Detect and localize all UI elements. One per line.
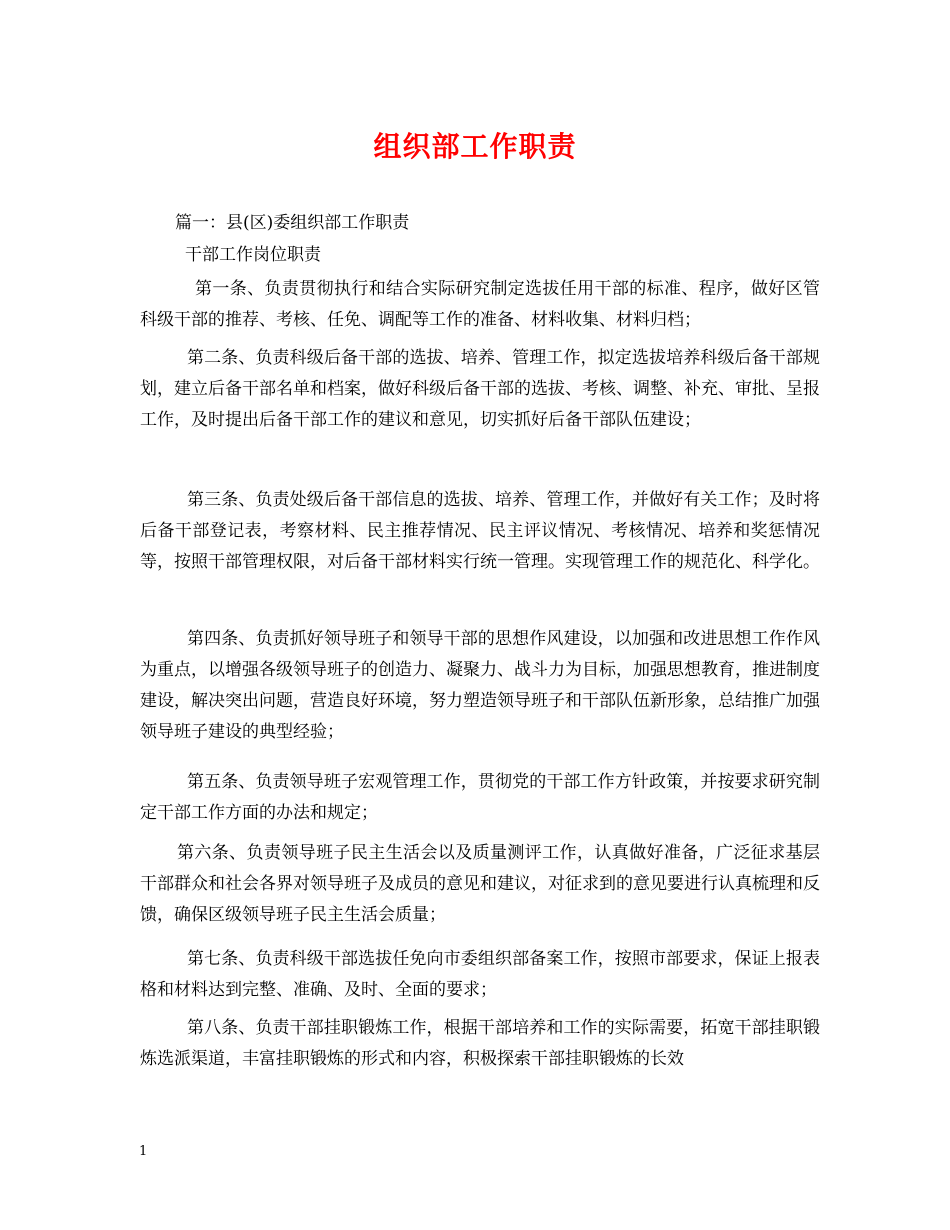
article-5-paragraph: 第五条、负责领导班子宏观管理工作，贯彻党的干部工作方针政策，并按要求研究制定干部工作方面的办法和规定；	[140, 772, 820, 823]
article-8-paragraph: 第八条、负责干部挂职锻炼工作，根据干部培养和工作的实际需要，拓宽干部挂职锻炼选派渠道，丰富挂职锻炼的形式和内容，积极探索干部挂职锻炼的长效	[140, 1018, 820, 1069]
article-3-paragraph: 第三条、负责处级后备干部信息的选拔、培养、管理工作，并做好有关工作；及时将后备干部登记表，考察材料、民主推荐情况、民主评议情况、考核情况、培养和奖惩情况等，按照干部管理权限，对后备干部材料实行统一管理。实现管理工作的规范化、科学化。	[140, 490, 820, 572]
article-1-paragraph: 第一条、负责贯彻执行和结合实际研究制定选拔任用干部的标准、程序，做好区管科级干部的推荐、考核、任免、调配等工作的准备、材料收集、材料归档；	[140, 279, 820, 330]
article-4-paragraph: 第四条、负责抓好领导班子和领导干部的思想作风建设，以加强和改进思想工作作风为重点，以增强各级领导班子的创造力、凝聚力、战斗力为目标，加强思想教育，推进制度建设，解决突出问题，营造良好环境，努力塑造领导班子和干部队伍新形象，总结推广加强领导班子建设的典型经验；	[140, 629, 820, 742]
section-heading: 篇一：县(区)委组织部工作职责	[175, 213, 410, 233]
article-6-paragraph: 第六条、负责领导班子民主生活会以及质量测评工作，认真做好准备，广泛征求基层干部群众和社会各界对领导班子及成员的意见和建议，对征求到的意见要进行认真梳理和反馈，确保区级领导班子民主生活会质量；	[140, 843, 820, 925]
document-title: 组织部工作职责	[373, 130, 577, 163]
article-2-paragraph: 第二条、负责科级后备干部的选拔、培养、管理工作，拟定选拔培养科级后备干部规划，建立后备干部名单和档案，做好科级后备干部的选拔、考核、调整、补充、审批、呈报工作，及时提出后备干部工作的建议和意见，切实抓好后备干部队伍建设；	[140, 348, 820, 430]
page-number: 1	[139, 1144, 148, 1159]
section-subheading: 干部工作岗位职责	[185, 245, 321, 265]
article-7-paragraph: 第七条、负责科级干部选拔任免向市委组织部备案工作，按照市部要求，保证上报表格和材料达到完整、准确、及时、全面的要求；	[140, 949, 820, 1000]
